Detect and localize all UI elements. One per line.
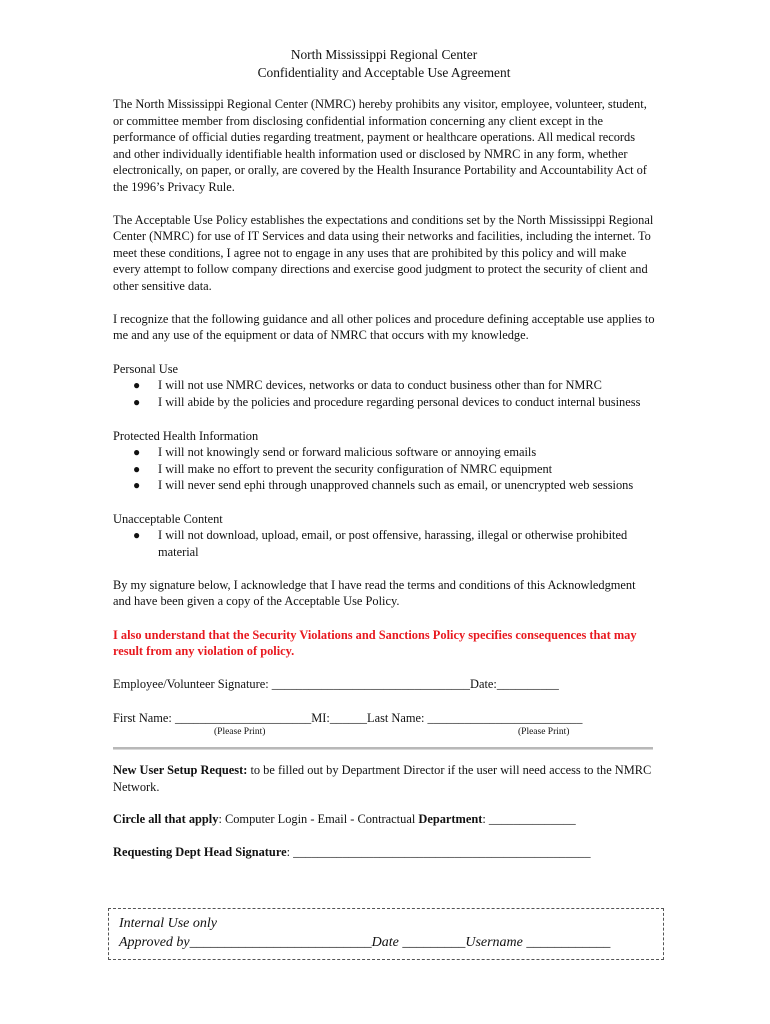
signature-line[interactable]: Employee/Volunteer Signature: ________________________________Date:__________ bbox=[113, 677, 559, 692]
list-item-text: I will abide by the policies and procedure regarding personal devices to conduct internal business bbox=[158, 394, 641, 409]
setup-request-label: New User Setup Request: bbox=[113, 763, 248, 778]
list-item-text: I will not use NMRC devices, networks or data to conduct business other than for NMRC bbox=[158, 378, 602, 393]
setup-request-text: to be filled out by Department Director if the user will need access to the NMRC Network. bbox=[113, 763, 652, 794]
list-item bbox=[113, 477, 655, 494]
name-line[interactable]: First Name: ______________________MI:______Last Name: _________________________ bbox=[113, 710, 583, 725]
head-signature-field[interactable]: : ________________________________________________ bbox=[286, 845, 591, 859]
setup-request-paragraph bbox=[113, 762, 655, 795]
bullet-icon: ● bbox=[133, 461, 141, 476]
policy-warning: I also understand that the Security Violations and Sanctions Policy specifies consequences that may result from any violation of policy. bbox=[113, 627, 637, 659]
internal-use-label: Internal Use only bbox=[119, 916, 217, 931]
list-item bbox=[113, 394, 655, 411]
personal-use-list bbox=[113, 377, 655, 410]
head-signature-label: Requesting Dept Head Signature bbox=[113, 845, 287, 859]
list-item bbox=[113, 444, 655, 461]
list-item bbox=[113, 377, 655, 394]
bullet-icon: ● bbox=[133, 445, 141, 460]
department-field[interactable]: : ______________ bbox=[482, 812, 576, 827]
unacceptable-list bbox=[113, 527, 655, 560]
list-item-text: I will not knowingly send or forward malicious software or annoying emails bbox=[158, 445, 537, 460]
bullet-icon: ● bbox=[133, 528, 141, 543]
bullet-icon: ● bbox=[133, 394, 141, 409]
list-item bbox=[113, 461, 655, 478]
bullet-icon: ● bbox=[133, 378, 141, 393]
please-print-first: (Please Print) bbox=[214, 727, 266, 738]
acknowledge-paragraph: By my signature below, I acknowledge that I have read the terms and conditions of this Acknowledgment and have been given a copy of the Acceptable Use Policy. bbox=[113, 577, 636, 609]
circle-apply-label: Circle all that apply bbox=[113, 812, 219, 827]
circle-apply-line bbox=[113, 811, 655, 828]
list-item-text: I will never send ephi through unapproved channels such as email, or unencrypted web sessions bbox=[158, 478, 634, 493]
list-item bbox=[113, 527, 655, 560]
bullet-icon: ● bbox=[133, 478, 141, 493]
list-item-text: I will make no effort to prevent the security configuration of NMRC equipment bbox=[158, 461, 553, 476]
title-line-2: Confidentiality and Acceptable Use Agreement bbox=[257, 65, 511, 80]
unacceptable-heading: Unacceptable Content bbox=[113, 511, 223, 526]
list-item-text: I will not download, upload, email, or post offensive, harassing, illegal or otherwise prohibited material bbox=[158, 528, 628, 560]
personal-use-heading: Personal Use bbox=[113, 361, 179, 376]
phi-list bbox=[113, 444, 655, 494]
please-print-row bbox=[113, 726, 655, 740]
title-line-1: North Mississippi Regional Center bbox=[290, 47, 478, 62]
circle-apply-options[interactable]: : Computer Login - Email - Contractual bbox=[218, 812, 419, 827]
phi-heading: Protected Health Information bbox=[113, 428, 259, 443]
section-divider bbox=[113, 747, 653, 750]
intro-paragraph: The North Mississippi Regional Center (NMRC) hereby prohibits any visitor, employee, volunteer, student, or committee member from disclosing confidential information concerning any client except in the performance of official duties regarding treatment, payment or healthcare operations. All medical records and other individually identifiable health information used or disclosed by NMRC in any form, whether electronically, on paper, or orally, are covered by the Health Insurance Portability and Accountability Act of the 1996’s Privacy Rule. bbox=[113, 97, 647, 194]
approval-line[interactable]: Approved by__________________________Date _________Username ____________ bbox=[119, 934, 611, 950]
department-label: Department bbox=[418, 812, 483, 827]
document-page bbox=[113, 46, 655, 861]
policy-paragraph: The Acceptable Use Policy establishes the expectations and conditions set by the North Mississippi Regional Center (NMRC) for use of IT Services and data using their networks and facilities, including the internet. To meet these conditions, I agree not to engage in any uses that are prohibited by this policy and will make every attempt to follow company directions and exercise good judgment to protect the security of client and other sensitive data. bbox=[113, 212, 654, 293]
head-signature-line bbox=[113, 844, 655, 861]
recognize-paragraph: I recognize that the following guidance and all other polices and procedure defining acceptable use applies to me and any use of the equipment or data of NMRC that occurs with my knowledge. bbox=[113, 311, 655, 343]
internal-use-box bbox=[108, 908, 664, 960]
please-print-last: (Please Print) bbox=[518, 727, 570, 738]
